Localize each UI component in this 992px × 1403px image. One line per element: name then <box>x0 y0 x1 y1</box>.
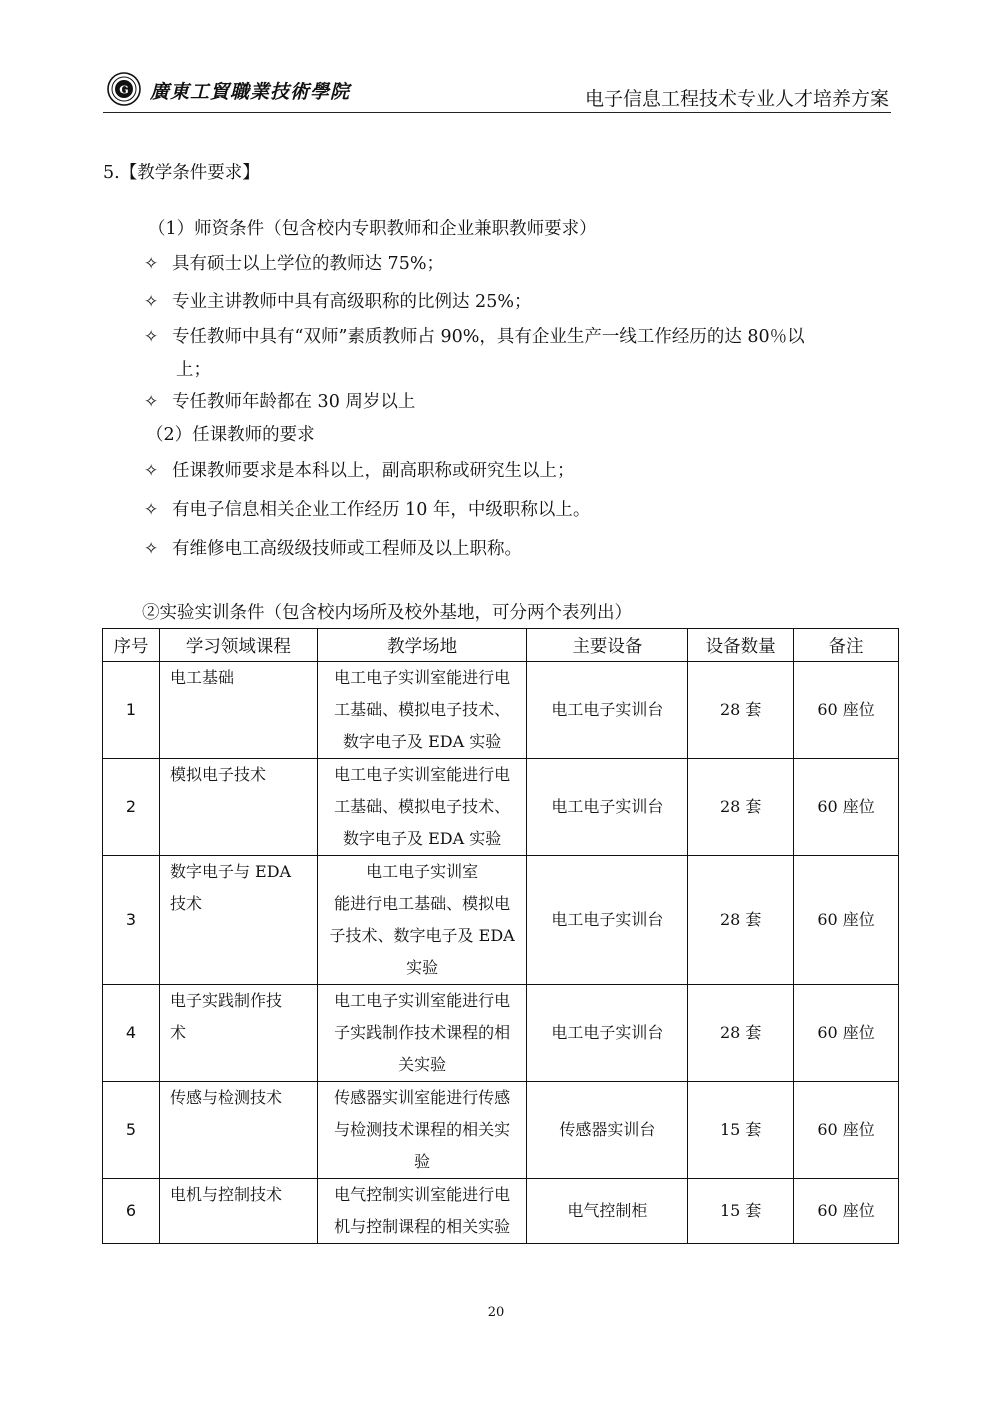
teacher-req-heading: （2）任课教师的要求 <box>146 425 315 445</box>
row-venue: 电工电子实训室能进行电 工基础、模拟电子技术、 数字电子及 EDA 实验 <box>317 662 527 759</box>
row-no: 2 <box>103 759 160 856</box>
list-item: ✧ 有电子信息相关企业工作经历 10 年，中级职称以上。 <box>144 500 591 520</box>
row-no: 3 <box>103 856 160 985</box>
lab-conditions-table <box>102 628 899 1244</box>
row-course: 数字电子与 EDA 技术 <box>159 856 317 985</box>
row-course: 模拟电子技术 <box>159 759 317 856</box>
header-no: 序号 <box>103 629 160 662</box>
row-venue: 电工电子实训室能进行电 工基础、模拟电子技术、 数字电子及 EDA 实验 <box>317 759 527 856</box>
header-equipment: 主要设备 <box>527 629 688 662</box>
table-header-row <box>103 629 899 662</box>
table-row <box>103 1082 899 1179</box>
row-equipment: 电工电子实训台 <box>527 985 688 1082</box>
header-quantity: 设备数量 <box>688 629 794 662</box>
header-note: 备注 <box>794 629 899 662</box>
row-venue: 传感器实训室能进行传感 与检测技术课程的相关实 验 <box>317 1082 527 1179</box>
list-item: ✧ 有维修电工高级级技师或工程师及以上职称。 <box>144 539 522 559</box>
list-item: ✧ 专任教师中具有“双师”素质教师占 90%，具有企业生产一线工作经历的达 80％以 <box>144 327 805 347</box>
row-no: 5 <box>103 1082 160 1179</box>
row-note: 60 座位 <box>794 1082 899 1179</box>
lab-table-title: ②实验实训条件（包含校内场所及校外基地，可分两个表列出） <box>142 603 632 623</box>
row-equipment: 电工电子实训台 <box>527 856 688 985</box>
row-course: 电机与控制技术 <box>159 1179 317 1244</box>
table-row <box>103 856 899 985</box>
row-no: 1 <box>103 662 160 759</box>
table-row <box>103 985 899 1082</box>
row-equipment: 电气控制柜 <box>527 1179 688 1244</box>
diamond-bullet-icon: ✧ <box>144 500 159 520</box>
row-note: 60 座位 <box>794 985 899 1082</box>
diamond-bullet-icon: ✧ <box>144 461 159 481</box>
page-number: 20 <box>487 1305 505 1320</box>
diamond-bullet-icon: ✧ <box>144 292 159 312</box>
faculty-heading: （1）师资条件（包含校内专职教师和企业兼职教师要求） <box>148 219 597 239</box>
row-note: 60 座位 <box>794 662 899 759</box>
row-course: 传感与检测技术 <box>159 1082 317 1179</box>
svg-text:G: G <box>119 83 129 97</box>
row-venue: 电工电子实训室能进行电 子实践制作技术课程的相 关实验 <box>317 985 527 1082</box>
row-course: 电子实践制作技 术 <box>159 985 317 1082</box>
row-note: 60 座位 <box>794 856 899 985</box>
diamond-bullet-icon: ✧ <box>144 254 159 274</box>
diamond-bullet-icon: ✧ <box>144 392 159 412</box>
row-note: 60 座位 <box>794 759 899 856</box>
document-title: 电子信息工程技术专业人才培养方案 <box>584 88 889 110</box>
list-item: ✧ 专任教师年龄都在 30 周岁以上 <box>144 392 416 412</box>
header-course: 学习领域课程 <box>159 629 317 662</box>
section-title: 5.【教学条件要求】 <box>103 163 260 183</box>
row-equipment: 传感器实训台 <box>527 1082 688 1179</box>
list-item: ✧ 专业主讲教师中具有高级职称的比例达 25%； <box>144 292 532 312</box>
row-quantity: 28 套 <box>688 856 794 985</box>
row-venue: 电工电子实训室 能进行电工基础、模拟电 子技术、数字电子及 EDA 实验 <box>317 856 527 985</box>
row-quantity: 15 套 <box>688 1179 794 1244</box>
table-row <box>103 759 899 856</box>
table-row <box>103 662 899 759</box>
row-course: 电工基础 <box>159 662 317 759</box>
row-no: 4 <box>103 985 160 1082</box>
row-quantity: 15 套 <box>688 1082 794 1179</box>
row-venue: 电气控制实训室能进行电 机与控制课程的相关实验 <box>317 1179 527 1244</box>
row-note: 60 座位 <box>794 1179 899 1244</box>
list-item: ✧ 具有硕士以上学位的教师达 75%； <box>144 254 444 274</box>
row-quantity: 28 套 <box>688 662 794 759</box>
school-name: 廣東工貿職業技術學院 <box>150 81 351 103</box>
list-item-continuation: 上； <box>176 360 211 380</box>
row-equipment: 电工电子实训台 <box>527 662 688 759</box>
school-logo-icon <box>107 72 141 106</box>
row-equipment: 电工电子实训台 <box>527 759 688 856</box>
row-quantity: 28 套 <box>688 985 794 1082</box>
table-row <box>103 1179 899 1244</box>
row-quantity: 28 套 <box>688 759 794 856</box>
page-header <box>103 68 891 113</box>
diamond-bullet-icon: ✧ <box>144 539 159 559</box>
row-no: 6 <box>103 1179 160 1244</box>
list-item: ✧ 任课教师要求是本科以上，副高职称或研究生以上； <box>144 461 575 481</box>
header-venue: 教学场地 <box>317 629 527 662</box>
diamond-bullet-icon: ✧ <box>144 327 159 347</box>
